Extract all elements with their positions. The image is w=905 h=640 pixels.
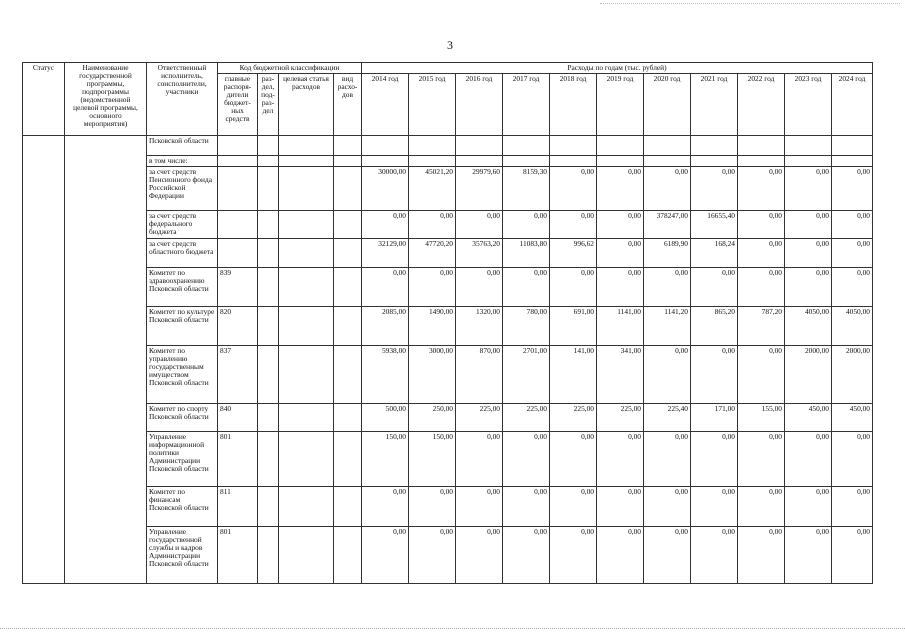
value-cell: 250,00: [409, 403, 456, 431]
table-row: [23, 166, 873, 210]
table-row: [23, 210, 873, 238]
value-cell: 0,00: [597, 238, 644, 267]
value-cell: 0,00: [456, 431, 503, 486]
grbs-cell: [218, 155, 258, 166]
value-cell: [362, 155, 409, 166]
grbs-cell: 820: [218, 306, 258, 345]
header-year: 2019 год: [597, 73, 644, 135]
value-cell: 0,00: [691, 526, 738, 583]
grbs-cell: 811: [218, 486, 258, 526]
value-cell: 0,00: [550, 486, 597, 526]
value-cell: 378247,00: [644, 210, 691, 238]
value-cell: [409, 135, 456, 155]
target-cell: [279, 345, 334, 403]
grbs-cell: [218, 238, 258, 267]
type-cell: [334, 486, 362, 526]
header-target: целевая статья расходов: [279, 73, 334, 135]
value-cell: 0,00: [409, 210, 456, 238]
value-cell: 0,00: [597, 486, 644, 526]
razdel-cell: [258, 238, 279, 267]
value-cell: 30000,00: [362, 166, 409, 210]
value-cell: 8159,30: [503, 166, 550, 210]
value-cell: 450,00: [785, 403, 832, 431]
value-cell: 0,00: [597, 267, 644, 306]
value-cell: 0,00: [832, 210, 873, 238]
value-cell: 1141,00: [597, 306, 644, 345]
table-row: [23, 431, 873, 486]
value-cell: 6189,90: [644, 238, 691, 267]
value-cell: 155,00: [738, 403, 785, 431]
value-cell: 0,00: [644, 267, 691, 306]
target-cell: [279, 526, 334, 583]
value-cell: 0,00: [362, 267, 409, 306]
value-cell: [456, 155, 503, 166]
value-cell: 0,00: [362, 210, 409, 238]
value-cell: 0,00: [550, 166, 597, 210]
value-cell: 0,00: [409, 526, 456, 583]
value-cell: 3000,00: [409, 345, 456, 403]
table-row: [23, 238, 873, 267]
value-cell: 780,00: [503, 306, 550, 345]
header-year: 2018 год: [550, 73, 597, 135]
header-razdel: раз-дел, под-раз-дел: [258, 73, 279, 135]
value-cell: 150,00: [409, 431, 456, 486]
value-cell: [691, 155, 738, 166]
header-year: 2015 год: [409, 73, 456, 135]
value-cell: 0,00: [503, 431, 550, 486]
grbs-cell: 801: [218, 526, 258, 583]
value-cell: 150,00: [362, 431, 409, 486]
value-cell: 35763,20: [456, 238, 503, 267]
type-cell: [334, 135, 362, 155]
table-row: [23, 486, 873, 526]
value-cell: 225,40: [644, 403, 691, 431]
table-row: [23, 306, 873, 345]
razdel-cell: [258, 210, 279, 238]
target-cell: [279, 238, 334, 267]
value-cell: [832, 155, 873, 166]
table-row: [23, 526, 873, 583]
scan-artifact-bottom: [0, 628, 905, 629]
value-cell: [409, 155, 456, 166]
value-cell: 0,00: [738, 267, 785, 306]
header-responsible: Ответственный исполнитель, соисполнители, участники: [147, 63, 218, 136]
value-cell: 0,00: [503, 486, 550, 526]
value-cell: 0,00: [738, 210, 785, 238]
razdel-cell: [258, 345, 279, 403]
value-cell: 1141,20: [644, 306, 691, 345]
value-cell: 0,00: [785, 267, 832, 306]
value-cell: 32129,00: [362, 238, 409, 267]
value-cell: 691,00: [550, 306, 597, 345]
value-cell: 0,00: [738, 526, 785, 583]
header-year: 2024 год: [832, 73, 873, 135]
grbs-cell: 839: [218, 267, 258, 306]
value-cell: 0,00: [691, 166, 738, 210]
header-name: Наименование государственной программы, подпрограммы (ведомственной целевой программы, основного мероприятия): [65, 63, 147, 136]
value-cell: 0,00: [597, 431, 644, 486]
target-cell: [279, 486, 334, 526]
value-cell: 4050,00: [785, 306, 832, 345]
table-row: [23, 403, 873, 431]
value-cell: 29979,60: [456, 166, 503, 210]
value-cell: [785, 155, 832, 166]
value-cell: 0,00: [644, 166, 691, 210]
razdel-cell: [258, 135, 279, 155]
value-cell: 0,00: [738, 238, 785, 267]
value-cell: 0,00: [785, 166, 832, 210]
value-cell: [550, 135, 597, 155]
grbs-cell: 837: [218, 345, 258, 403]
value-cell: 0,00: [832, 238, 873, 267]
value-cell: 5938,00: [362, 345, 409, 403]
row-label: Управление государственной службы и кадров Администрации Псковской области: [147, 526, 218, 583]
value-cell: 0,00: [785, 526, 832, 583]
value-cell: 0,00: [738, 486, 785, 526]
target-cell: [279, 403, 334, 431]
value-cell: 0,00: [785, 486, 832, 526]
value-cell: 168,24: [691, 238, 738, 267]
value-cell: 1490,00: [409, 306, 456, 345]
value-cell: 0,00: [832, 267, 873, 306]
value-cell: 0,00: [785, 238, 832, 267]
type-cell: [334, 526, 362, 583]
value-cell: [503, 155, 550, 166]
row-label: Управление информационной политики Администрации Псковской области: [147, 431, 218, 486]
value-cell: [738, 135, 785, 155]
type-cell: [334, 210, 362, 238]
razdel-cell: [258, 155, 279, 166]
header-grbs: главные распоря-дители бюджет-ных средств: [218, 73, 258, 135]
value-cell: [503, 135, 550, 155]
target-cell: [279, 135, 334, 155]
value-cell: 0,00: [503, 210, 550, 238]
header-expenses: Расходы по годам (тыс. рублей): [362, 63, 873, 74]
row-label: Псковской области: [147, 135, 218, 155]
value-cell: [456, 135, 503, 155]
value-cell: 0,00: [456, 486, 503, 526]
value-cell: 0,00: [597, 210, 644, 238]
row-label: Комитет по здравоохранению Псковской области: [147, 267, 218, 306]
row-label: за счет средств Пенсионного фонда Российской Федерации: [147, 166, 218, 210]
value-cell: 225,00: [597, 403, 644, 431]
value-cell: 0,00: [456, 267, 503, 306]
value-cell: 0,00: [409, 267, 456, 306]
value-cell: 4050,00: [832, 306, 873, 345]
value-cell: [738, 155, 785, 166]
grbs-cell: [218, 210, 258, 238]
value-cell: 341,00: [597, 345, 644, 403]
budget-table: [22, 62, 873, 584]
value-cell: 0,00: [550, 267, 597, 306]
value-cell: [691, 135, 738, 155]
value-cell: [597, 155, 644, 166]
value-cell: 2085,00: [362, 306, 409, 345]
value-cell: 996,62: [550, 238, 597, 267]
type-cell: [334, 166, 362, 210]
header-year: 2022 год: [738, 73, 785, 135]
value-cell: 0,00: [550, 210, 597, 238]
target-cell: [279, 155, 334, 166]
value-cell: [832, 135, 873, 155]
grbs-cell: 840: [218, 403, 258, 431]
row-label: Комитет по финансам Псковской области: [147, 486, 218, 526]
value-cell: 0,00: [362, 486, 409, 526]
value-cell: 2000,00: [832, 345, 873, 403]
value-cell: [550, 155, 597, 166]
row-label: в том числе:: [147, 155, 218, 166]
value-cell: 2701,00: [503, 345, 550, 403]
value-cell: 0,00: [597, 166, 644, 210]
value-cell: 500,00: [362, 403, 409, 431]
row-label: Комитет по управлению государственным имуществом Псковской области: [147, 345, 218, 403]
target-cell: [279, 431, 334, 486]
value-cell: 0,00: [550, 526, 597, 583]
razdel-cell: [258, 431, 279, 486]
value-cell: 2000,00: [785, 345, 832, 403]
type-cell: [334, 238, 362, 267]
razdel-cell: [258, 526, 279, 583]
value-cell: 47720,20: [409, 238, 456, 267]
type-cell: [334, 403, 362, 431]
value-cell: 0,00: [785, 210, 832, 238]
value-cell: [644, 135, 691, 155]
type-cell: [334, 267, 362, 306]
row-label: Комитет по культуре Псковской области: [147, 306, 218, 345]
header-year: 2020 год: [644, 73, 691, 135]
value-cell: 1320,00: [456, 306, 503, 345]
value-cell: 11083,80: [503, 238, 550, 267]
value-cell: 16655,40: [691, 210, 738, 238]
header-status: Статус: [23, 63, 65, 136]
row-label: за счет средств областного бюджета: [147, 238, 218, 267]
value-cell: 0,00: [362, 526, 409, 583]
type-cell: [334, 155, 362, 166]
target-cell: [279, 267, 334, 306]
value-cell: 141,00: [550, 345, 597, 403]
value-cell: 0,00: [738, 345, 785, 403]
header-budget-code: Код бюджетной классификации: [218, 63, 362, 74]
header-year: 2017 год: [503, 73, 550, 135]
header-year: 2023 год: [785, 73, 832, 135]
value-cell: 0,00: [785, 431, 832, 486]
value-cell: 0,00: [644, 345, 691, 403]
value-cell: 0,00: [832, 526, 873, 583]
header-year: 2021 год: [691, 73, 738, 135]
value-cell: [644, 155, 691, 166]
status-cell: [23, 135, 65, 583]
table-row: [23, 345, 873, 403]
value-cell: 0,00: [691, 345, 738, 403]
grbs-cell: [218, 166, 258, 210]
value-cell: 0,00: [644, 431, 691, 486]
value-cell: 0,00: [691, 486, 738, 526]
row-label: за счет средств федерального бюджета: [147, 210, 218, 238]
value-cell: 0,00: [691, 267, 738, 306]
value-cell: 0,00: [832, 431, 873, 486]
grbs-cell: [218, 135, 258, 155]
razdel-cell: [258, 486, 279, 526]
value-cell: [785, 135, 832, 155]
value-cell: 0,00: [738, 431, 785, 486]
razdel-cell: [258, 403, 279, 431]
value-cell: 0,00: [832, 486, 873, 526]
value-cell: 0,00: [832, 166, 873, 210]
razdel-cell: [258, 306, 279, 345]
value-cell: 0,00: [550, 431, 597, 486]
value-cell: 0,00: [409, 486, 456, 526]
table-row: [23, 135, 873, 155]
table-row: [23, 155, 873, 166]
razdel-cell: [258, 267, 279, 306]
value-cell: 865,20: [691, 306, 738, 345]
value-cell: [362, 135, 409, 155]
value-cell: 225,00: [503, 403, 550, 431]
value-cell: 870,00: [456, 345, 503, 403]
target-cell: [279, 210, 334, 238]
value-cell: 0,00: [503, 526, 550, 583]
value-cell: 0,00: [738, 166, 785, 210]
value-cell: 0,00: [456, 526, 503, 583]
header-type: вид расхо-дов: [334, 73, 362, 135]
header-year: 2016 год: [456, 73, 503, 135]
value-cell: 0,00: [644, 486, 691, 526]
table-row: [23, 267, 873, 306]
target-cell: [279, 166, 334, 210]
header-year: 2014 год: [362, 73, 409, 135]
value-cell: 0,00: [597, 526, 644, 583]
value-cell: 0,00: [644, 526, 691, 583]
value-cell: 225,00: [550, 403, 597, 431]
grbs-cell: 801: [218, 431, 258, 486]
value-cell: 171,00: [691, 403, 738, 431]
page-number: 3: [447, 38, 453, 52]
type-cell: [334, 306, 362, 345]
program-name-cell: [65, 135, 147, 583]
value-cell: 45021,20: [409, 166, 456, 210]
value-cell: 0,00: [503, 267, 550, 306]
value-cell: 787,20: [738, 306, 785, 345]
razdel-cell: [258, 166, 279, 210]
type-cell: [334, 345, 362, 403]
value-cell: 0,00: [691, 431, 738, 486]
value-cell: 225,00: [456, 403, 503, 431]
type-cell: [334, 431, 362, 486]
scan-artifact-top: [600, 3, 900, 4]
value-cell: 450,00: [832, 403, 873, 431]
value-cell: 0,00: [456, 210, 503, 238]
target-cell: [279, 306, 334, 345]
value-cell: [597, 135, 644, 155]
row-label: Комитет по спорту Псковской области: [147, 403, 218, 431]
